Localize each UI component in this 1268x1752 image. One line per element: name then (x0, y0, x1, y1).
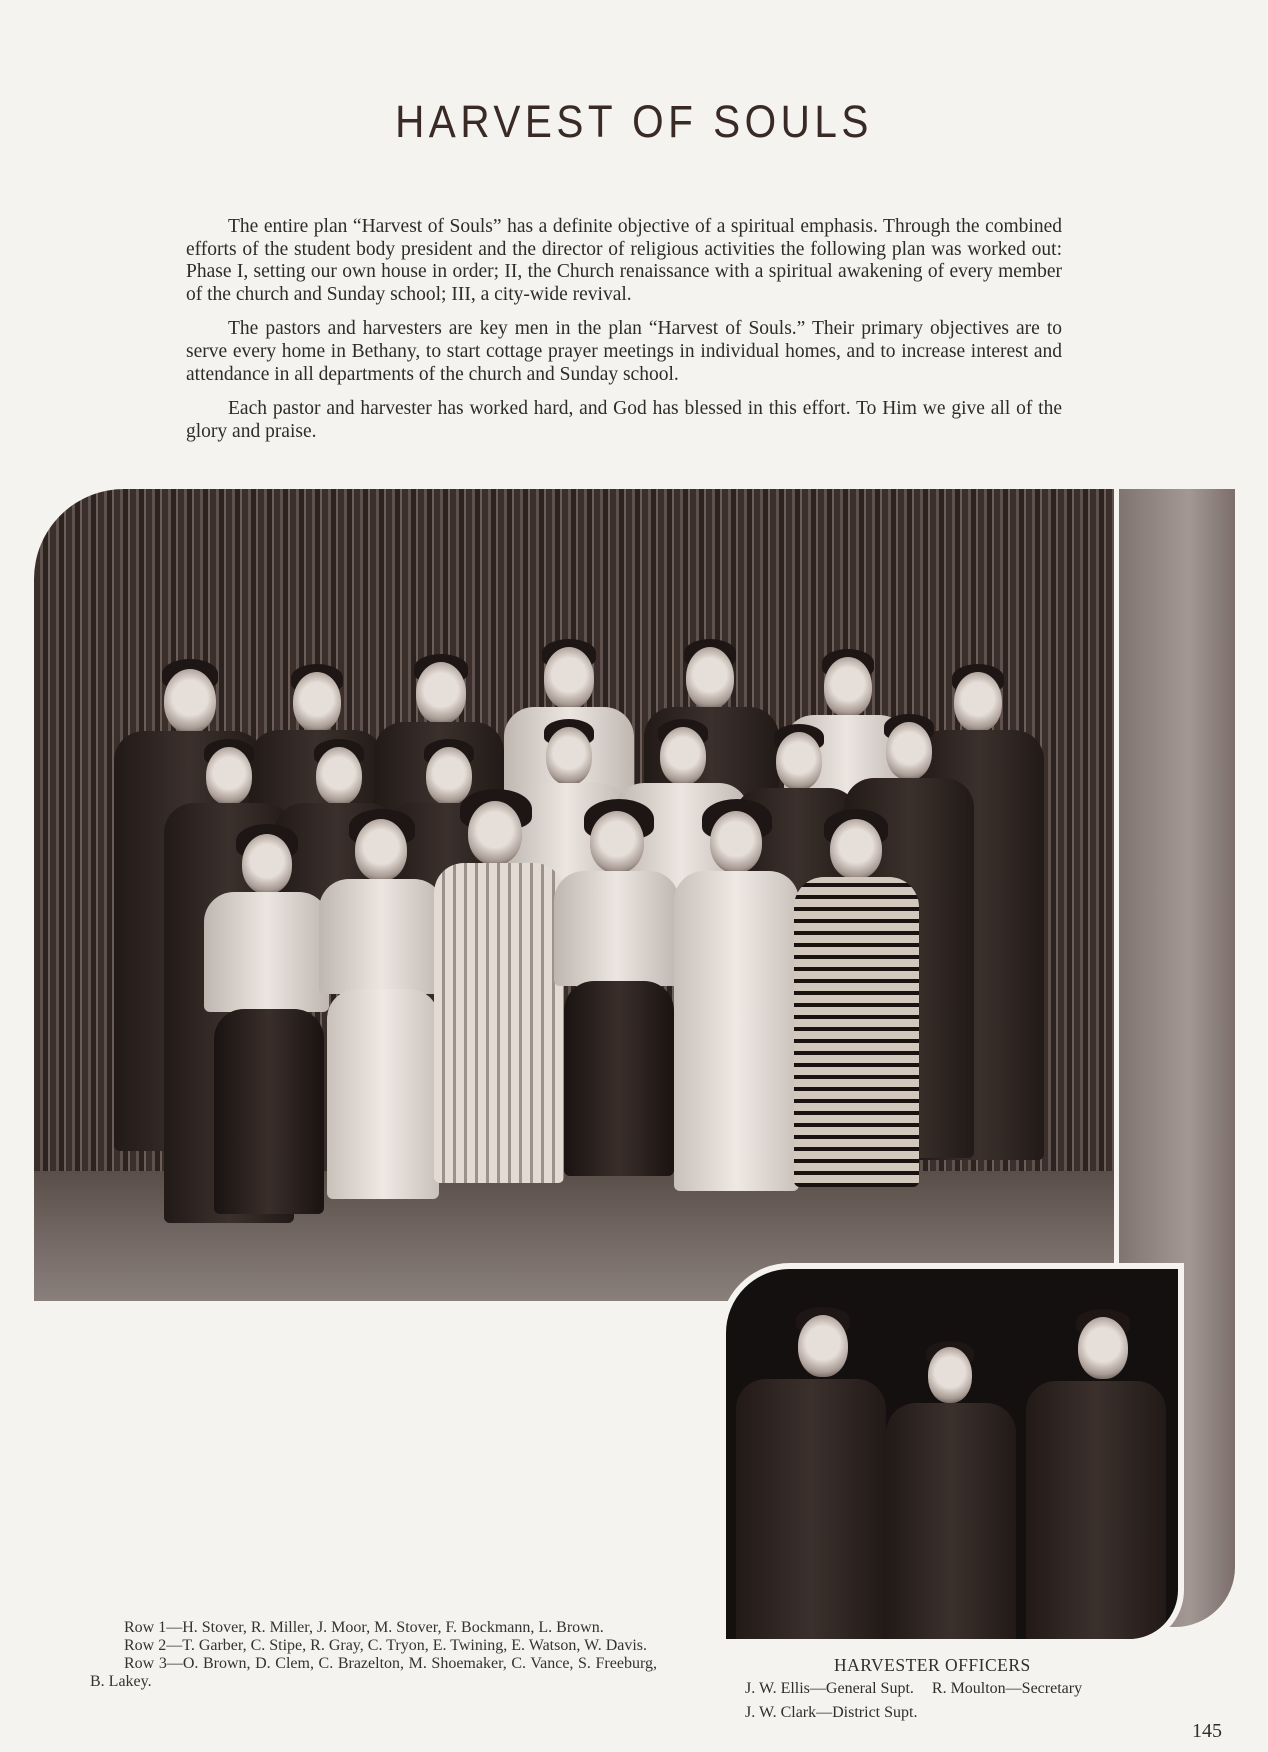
photo-caption (90, 1619, 657, 1691)
page-title: HARVEST OF SOULS (395, 96, 873, 147)
officer-line (745, 1704, 917, 1722)
officer-entry: J. W. Clark—District Supt. (745, 1704, 918, 1721)
intro-paragraph: The pastors and harvesters are key men in the plan “Harvest of Souls.” Their primary objectives are to serve every home in Bethany, to start cottage prayer meetings in individual homes, and to increase interest and attendance in all departments of the church and Sunday school. (186, 318, 1062, 385)
officer-entry: J. W. Ellis—General Supt. (745, 1680, 914, 1697)
officer-line (745, 1680, 1082, 1698)
caption-row: Row 3—O. Brown, D. Clem, C. Brazelton, M. Shoemaker, C. Vance, S. Freeburg, B. Lakey. (90, 1655, 657, 1690)
intro-text (186, 216, 1062, 455)
group-photo (34, 489, 1114, 1301)
intro-paragraph: Each pastor and harvester has worked hard, and God has blessed in this effort. To Him we give all of the glory and praise. (186, 398, 1062, 442)
officers-heading: HARVESTER OFFICERS (834, 1655, 1031, 1675)
officer-entry: R. Moulton—Secretary (931, 1680, 1083, 1697)
caption-row: Row 1—H. Stover, R. Miller, J. Moor, M. Stover, F. Bockmann, L. Brown. (124, 1619, 604, 1636)
intro-paragraph: The entire plan “Harvest of Souls” has a definite objective of a spiritual emphasis. Through the combined efforts of the student body president and the director of religious activities the following plan was worked out: Phase I, setting our own house in order; II, the Church renaissance with a spiritual awakening of every member of the church and Sunday school; III, a city-wide revival. (186, 216, 1062, 305)
officers-photo (720, 1263, 1184, 1645)
caption-row: Row 2—T. Garber, C. Stipe, R. Gray, C. Tryon, E. Twining, E. Watson, W. Davis. (124, 1637, 648, 1654)
page-number: 145 (1192, 1720, 1222, 1742)
